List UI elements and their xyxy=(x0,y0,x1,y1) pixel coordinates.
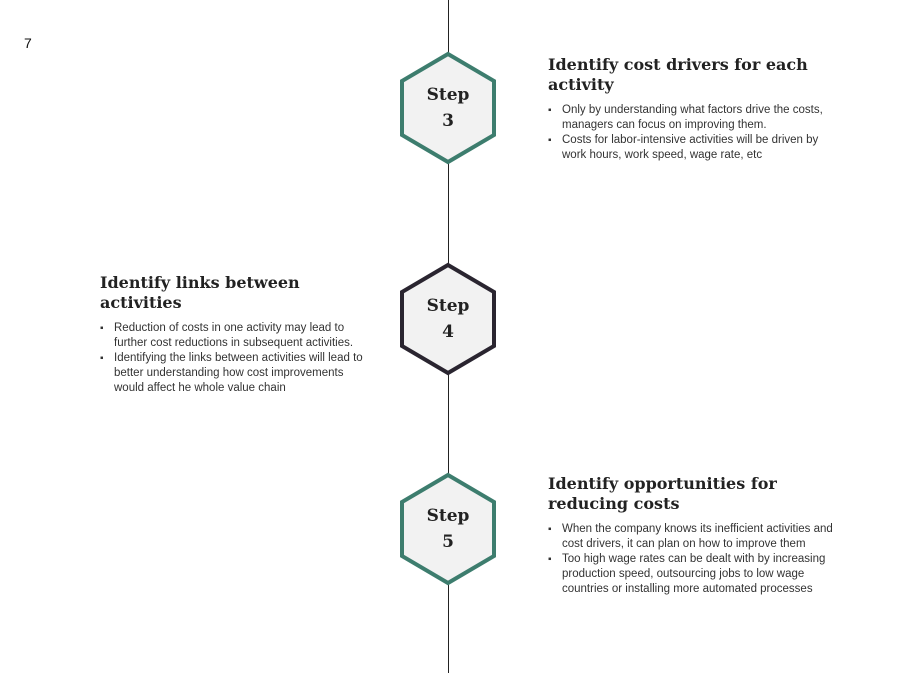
step-4-content xyxy=(100,273,375,396)
step-4-bullet: ▪ Reduction of costs in one activity may lead to further cost reductions in subsequent activities. xyxy=(100,321,375,351)
step-4-hexagon xyxy=(398,262,498,376)
step-5-number: 5 xyxy=(442,532,454,552)
step-3-content xyxy=(548,55,828,163)
step-4-title: Identify links between activities xyxy=(100,273,300,312)
step-4-word: Step xyxy=(426,296,470,316)
step-5-bullet: ▪ Too high wage rates can be dealt with by increasing production speed, outsourcing jobs to low wage countries or installing more automated processes xyxy=(548,552,833,597)
step-3-word: Step xyxy=(426,85,470,105)
step-3-hexagon xyxy=(398,51,498,165)
step-3-bullet: ▪ Costs for labor-intensive activities will be driven by work hours, work speed, wage rate, etc xyxy=(548,133,828,163)
step-5-bullets xyxy=(548,522,833,597)
step-3-bullet: ▪ Only by understanding what factors drive the costs, managers can focus on improving them. xyxy=(548,103,828,133)
step-3-bullets xyxy=(548,103,828,163)
step-3-title: Identify cost drivers for each activity xyxy=(548,55,808,94)
step-5-bullet: ▪ When the company knows its inefficient activities and cost drivers, it can plan on how to improve them xyxy=(548,522,833,552)
step-5-hexagon xyxy=(398,472,498,586)
step-5-content xyxy=(548,474,833,597)
step-3-number: 3 xyxy=(442,111,454,131)
step-5-word: Step xyxy=(426,506,470,526)
step-4-number: 4 xyxy=(442,322,454,342)
page-number: 7 xyxy=(24,35,32,51)
step-4-bullet: ▪ Identifying the links between activities will lead to better understanding how cost improvements would affect he whole value chain xyxy=(100,351,375,396)
step-5-title: Identify opportunities for reducing costs xyxy=(548,474,777,513)
step-4-bullets xyxy=(100,321,375,396)
